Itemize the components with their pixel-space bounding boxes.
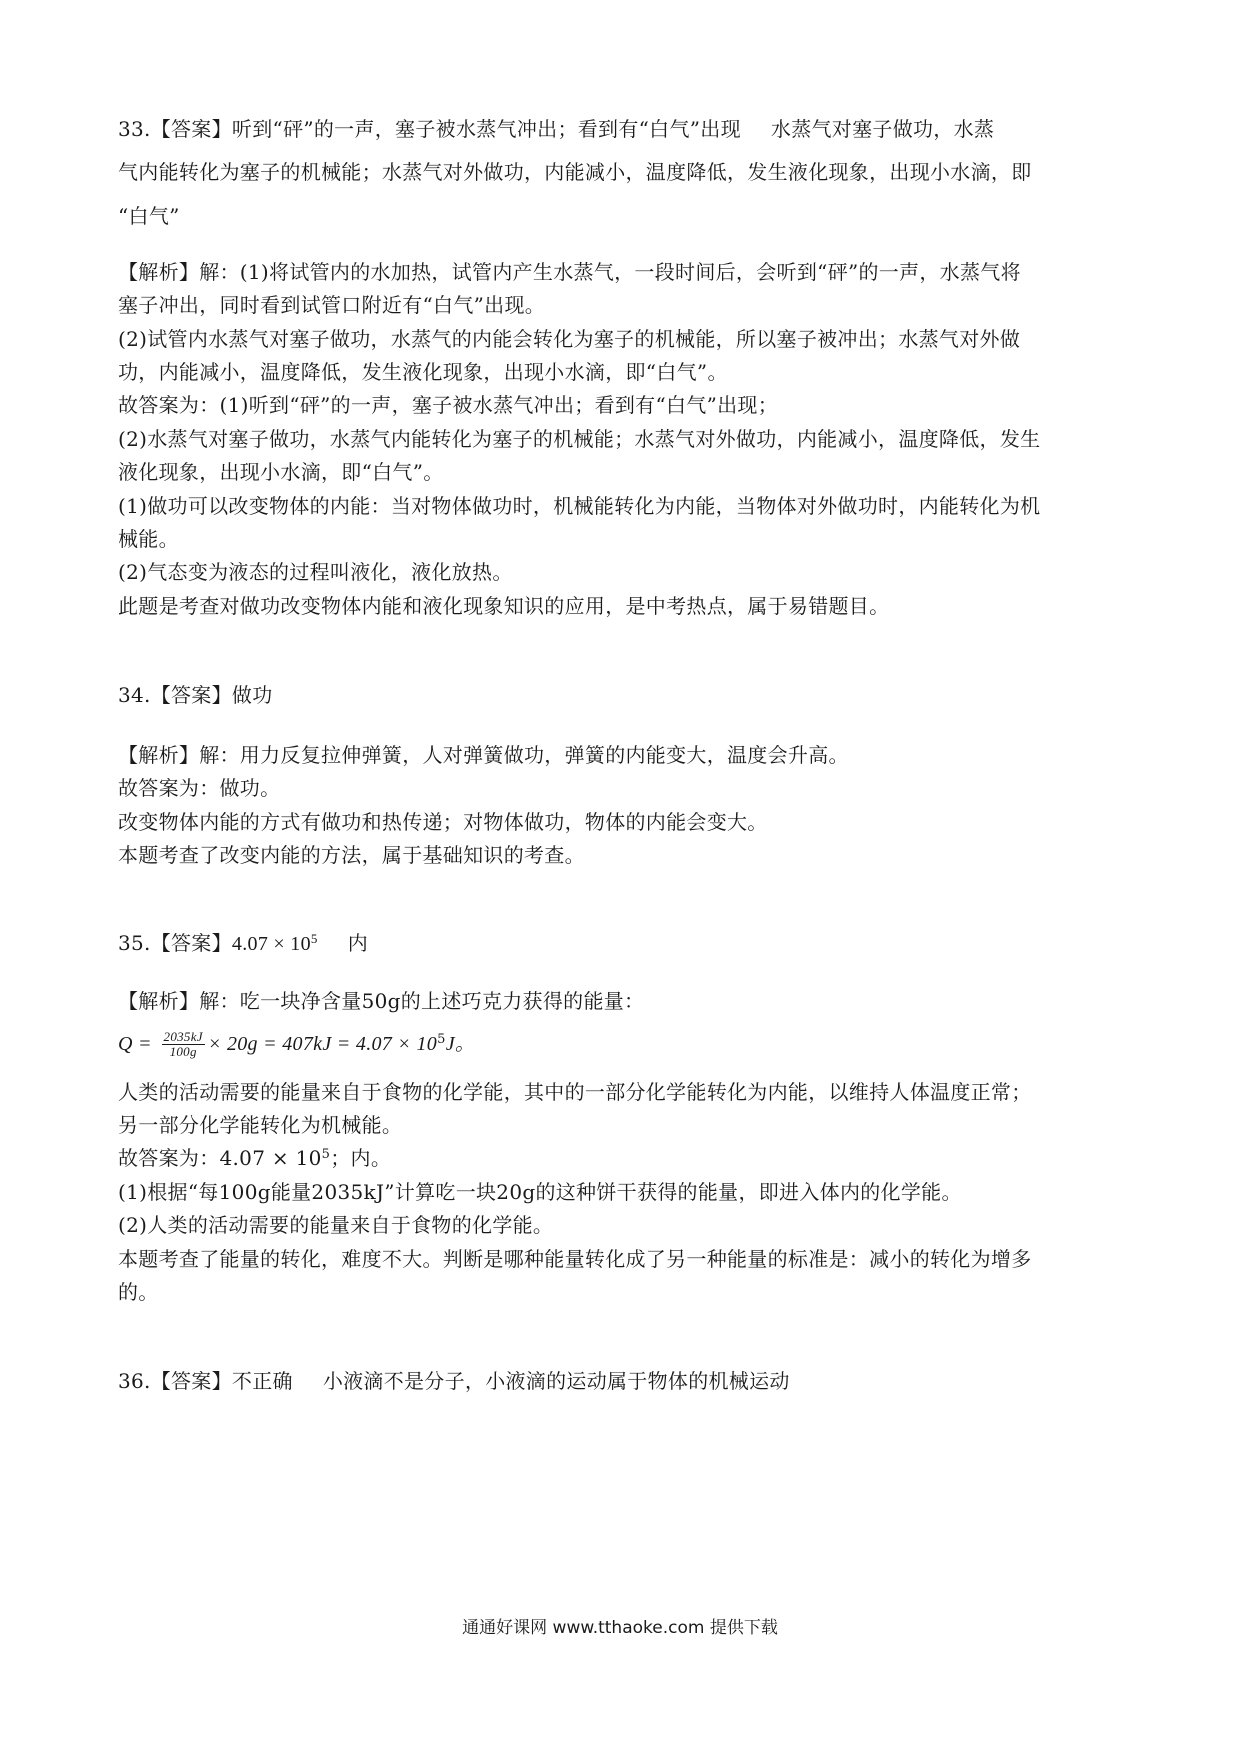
q34-analysis-line: 本题考查了改变内能的方法，属于基础知识的考查。 <box>118 843 585 867</box>
q35-answer-exponent: 5 <box>310 931 318 946</box>
q35-analysis-line: 另一部分化学能转化为机械能。 <box>118 1113 403 1137</box>
fraction-numerator: 2035kJ <box>163 1029 203 1044</box>
q33-analysis-line: 【解析】解：(1)将试管内的水加热，试管内产生水蒸气，一段时间后，会听到“砰”的一声，水蒸气将 <box>118 260 1021 284</box>
q33-answer-part-a: 33.【答案】听到“砰”的一声，塞子被水蒸气冲出；看到有“白气”出现 <box>118 117 741 141</box>
page-footer: 通通好课网 www.tthaoke.com 提供下载 <box>462 1618 778 1638</box>
formula-exponent: 5 <box>437 1032 446 1047</box>
q35-answer-label: 35.【答案】 <box>118 931 232 955</box>
q35-answer-mantissa: 4.07 × 10 <box>231 933 311 955</box>
q33-analysis-line: (2)试管内水蒸气对塞子做功，水蒸气的内能会转化为塞子的机械能，所以塞子被冲出；水蒸气对外做 <box>118 327 1021 351</box>
q35-conclusion <box>118 1143 391 1173</box>
q35-conclusion-suffix: ；内。 <box>330 1146 392 1170</box>
q34-analysis-line: 改变物体内能的方式有做功和热传递；对物体做功，物体的内能会变大。 <box>118 810 768 834</box>
q35-answer-value <box>232 933 318 955</box>
q33-analysis-line: 功，内能减小，温度降低，发生液化现象，出现小水滴，即“白气”。 <box>118 360 728 384</box>
q35-answer-word: 内 <box>347 931 369 955</box>
q35-conclusion-prefix: 故答案为：4.07 × 10 <box>118 1146 322 1170</box>
q33-answer-line-2: 气内能转化为塞子的机械能；水蒸气对外做功，内能减小，温度降低，发生液化现象，出现小水滴，即 <box>118 160 1032 184</box>
q36-answer-part-b: 小液滴不是分子，小液滴的运动属于物体的机械运动 <box>322 1369 790 1393</box>
formula-rhs: × 20g = 407kJ = 4.07 × 10 <box>207 1033 438 1055</box>
q33-analysis-line: 液化现象，出现小水滴，即“白气”。 <box>118 460 444 484</box>
q35-formula <box>118 1028 475 1059</box>
q33-analysis-line: (2)水蒸气对塞子做功，水蒸气内能转化为塞子的机械能；水蒸气对外做功，内能减小，温度降低，发生 <box>118 427 1041 451</box>
q33-answer-line-3: “白气” <box>118 204 180 228</box>
q34-analysis-line: 【解析】解：用力反复拉伸弹簧，人对弹簧做功，弹簧的内能变大，温度会升高。 <box>118 743 849 767</box>
formula-unit: J。 <box>445 1033 476 1055</box>
q34-answer: 34.【答案】做功 <box>118 683 273 707</box>
q35-note-line: 的。 <box>118 1280 159 1304</box>
q35-conclusion-exponent: 5 <box>321 1147 331 1162</box>
q35-analysis-line: 人类的活动需要的能量来自于食物的化学能，其中的一部分化学能转化为内能，以维持人体温度正常； <box>118 1080 1032 1104</box>
fraction-denominator: 100g <box>169 1044 197 1059</box>
q33-answer-part-b: 水蒸气对塞子做功，水蒸 <box>770 117 995 141</box>
q33-answer-line-1 <box>118 114 994 144</box>
q33-analysis-line: 此题是考查对做功改变物体内能和液化现象知识的应用，是中考热点，属于易错题目。 <box>118 594 890 618</box>
q35-note-line: (2)人类的活动需要的能量来自于食物的化学能。 <box>118 1213 554 1237</box>
q36-answer <box>118 1366 790 1396</box>
formula-fraction <box>162 1030 205 1059</box>
q35-note-line: (1)根据“每100g能量2035kJ”计算吃一块20g的这种饼干获得的能量，即进入体内的化学能。 <box>118 1180 962 1204</box>
q34-analysis-line: 故答案为：做功。 <box>118 776 281 800</box>
q33-analysis-line: 塞子冲出，同时看到试管口附近有“白气”出现。 <box>118 293 546 317</box>
q35-answer <box>118 928 368 959</box>
q36-answer-part-a: 36.【答案】不正确 <box>118 1369 293 1393</box>
q33-analysis-line: 故答案为：(1)听到“砰”的一声，塞子被水蒸气冲出；看到有“白气”出现； <box>118 393 779 417</box>
q35-analysis-intro: 【解析】解：吃一块净含量50g的上述巧克力获得的能量： <box>118 989 645 1013</box>
q33-analysis-line: (2)气态变为液态的过程叫液化，液化放热。 <box>118 560 513 584</box>
q33-analysis-line: (1)做功可以改变物体的内能：当对物体做功时，机械能转化为内能，当物体对外做功时，内能转化为机 <box>118 494 1041 518</box>
q33-analysis-line: 械能。 <box>118 527 179 551</box>
formula-lhs: Q = <box>118 1033 152 1055</box>
q35-note-line: 本题考查了能量的转化，难度不大。判断是哪种能量转化成了另一种能量的标准是：减小的转化为增多 <box>118 1247 1032 1271</box>
